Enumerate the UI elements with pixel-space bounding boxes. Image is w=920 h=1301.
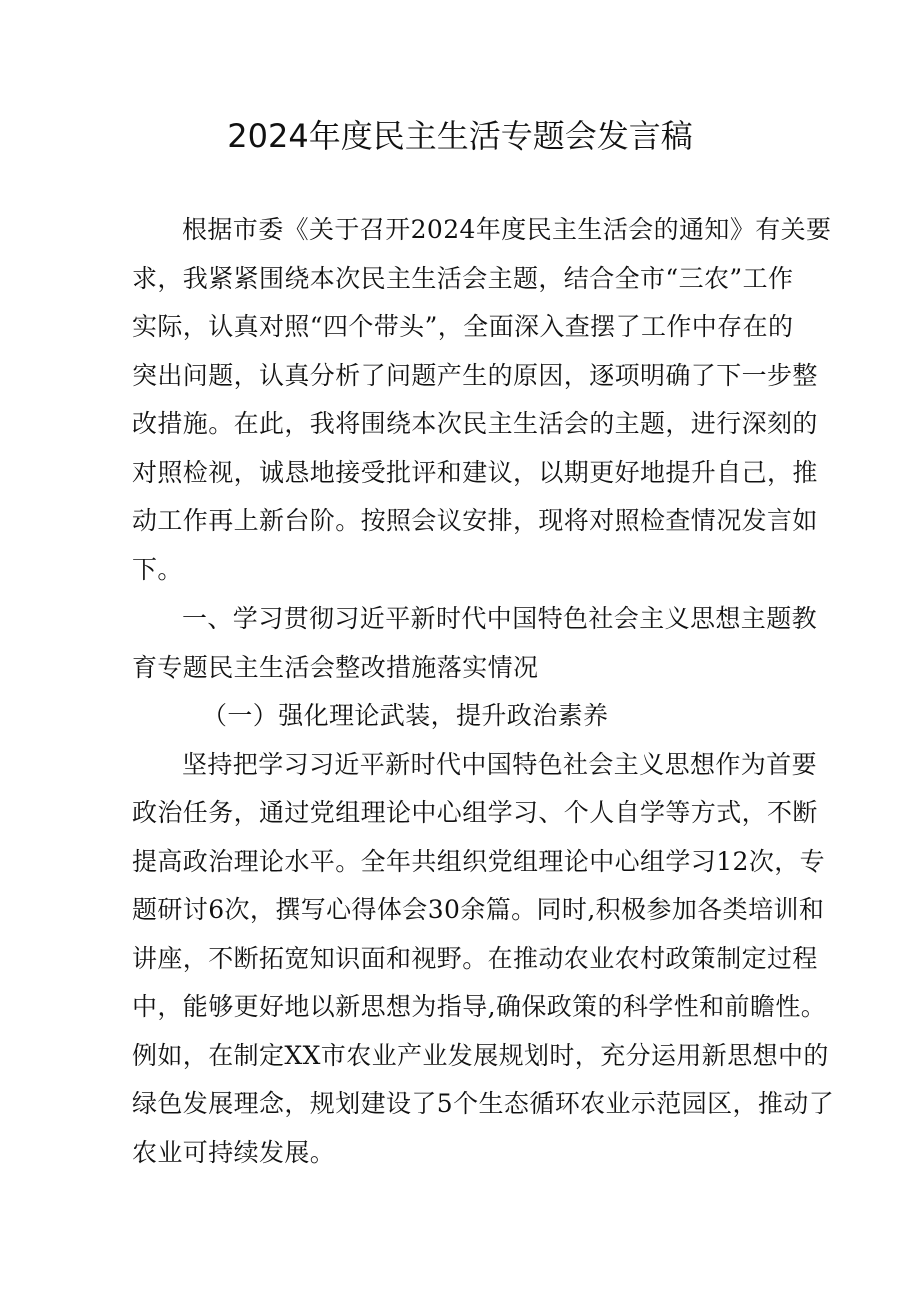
text-line: （一）强化理论武装，提升政治素养 <box>202 701 609 730</box>
text-line: 育专题民主生活会整改措施落实情况 <box>132 652 539 682</box>
text-line: 实际，认真对照“四个带头”，全面深入查摆了工作中存在的 <box>132 312 794 341</box>
intro-paragraph <box>132 206 832 594</box>
body-paragraph <box>132 741 835 1178</box>
text-line: 坚持把学习习近平新时代中国特色社会主义思想作为首要 <box>182 749 818 779</box>
text-line: 下。 <box>132 554 183 584</box>
section-heading <box>132 595 818 692</box>
subsection-heading <box>132 692 800 741</box>
text-line: 突出问题，认真分析了问题产生的原因，逐项明确了下一步整 <box>132 360 818 390</box>
text-line: 例如，在制定XX市农业产业发展规划时，充分运用新思想中的 <box>132 1040 829 1070</box>
text-line: 政治任务，通过党组理论中心组学习、个人自学等方式，不断 <box>132 798 818 827</box>
text-line: 讲座，不断拓宽知识面和视野。在推动农业农村政策制定过程 <box>132 943 818 973</box>
text-line: 农业可持续发展。 <box>132 1137 336 1167</box>
text-line: 中，能够更好地以新思想为指导,确保政策的科学性和前瞻性。 <box>132 992 827 1021</box>
text-line: 改措施。在此，我将围绕本次民主生活会的主题，进行深刻的 <box>132 409 818 438</box>
text-line: 一、学习贯彻习近平新时代中国特色社会主义思想主题教 <box>182 604 818 633</box>
document-body <box>132 206 835 1177</box>
text-line: 根据市委《关于召开2024年度民主生活会的通知》有关要 <box>182 215 832 244</box>
text-line: 对照检视，诚恳地接受批评和建议，以期更好地提升自己，推 <box>132 457 818 487</box>
text-line: 动工作再上新台阶。按照会议安排，现将对照检查情况发言如 <box>132 506 818 535</box>
text-line: 题研讨6次，撰写心得体会30余篇。同时,积极参加各类培训和 <box>132 895 825 924</box>
text-line: 绿色发展理念，规划建设了5个生态循环农业示范园区，推动了 <box>132 1089 835 1118</box>
text-line: 提高政治理论水平。全年共组织党组理论中心组学习12次，专 <box>132 846 826 876</box>
text-line: 求，我紧紧围绕本次民主生活会主题，结合全市“三农”工作 <box>132 263 794 293</box>
document-title: 2024年度民主生活专题会发言稿 <box>227 117 693 155</box>
